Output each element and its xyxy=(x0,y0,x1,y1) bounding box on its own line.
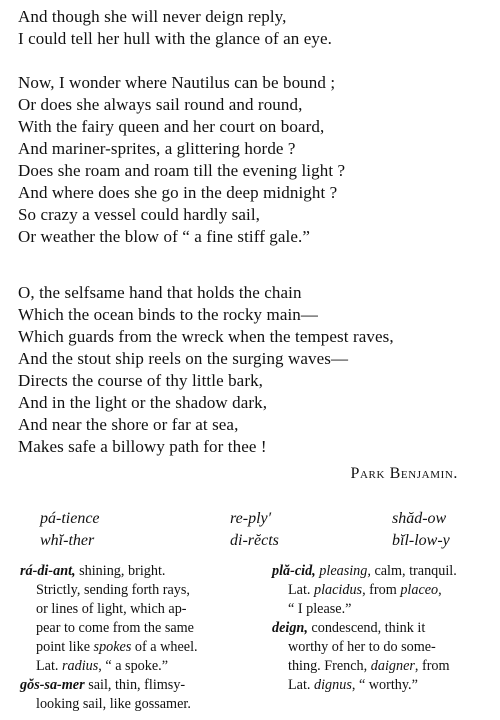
poem-line: O, the selfsame hand that holds the chain xyxy=(18,283,302,302)
glossary-text: , “ worthy.” xyxy=(351,677,418,693)
poem-line: And the stout ship reels on the surging waves— xyxy=(18,349,349,368)
pronunciation-word: re-ply′ xyxy=(230,510,272,527)
glossary-text: thing. French, xyxy=(288,658,371,674)
poem-stanza-1 xyxy=(18,6,488,50)
glossary-term: deign, xyxy=(272,620,308,636)
glossary-italic-word: dignus xyxy=(314,677,352,693)
poem-line: Or does she always sail round and round, xyxy=(18,95,303,114)
glossary-text: Lat. xyxy=(36,658,62,674)
poem-line: So crazy a vessel could hardly sail, xyxy=(18,205,260,224)
glossary-italic-word: daigner xyxy=(370,658,415,674)
poem-stanza-3 xyxy=(18,282,488,458)
glossary-text: point like xyxy=(36,639,94,655)
poem-line: Which guards from the wreck when the tempest raves, xyxy=(18,327,394,346)
poem-stanza-2 xyxy=(18,72,488,248)
glossary-term: plă-cid, xyxy=(272,563,316,579)
glossary-text: Lat. xyxy=(288,582,314,598)
glossary-entry-deign xyxy=(272,619,494,695)
glossary-text: , “ a spoke.” xyxy=(98,658,168,674)
pronunciation-word: bĭl-low-y xyxy=(392,532,450,549)
glossary-term: rá-di-ant, xyxy=(20,563,76,579)
glossary-term: gŏs-sa-mer xyxy=(20,677,85,693)
glossary-text: sail, thin, flimsy- xyxy=(84,677,186,693)
glossary-entry-radiant xyxy=(20,562,248,676)
glossary-column-left xyxy=(20,562,248,714)
glossary-text: Lat. xyxy=(288,677,314,693)
glossary-entry-gossamer xyxy=(20,676,248,714)
poem-line: Now, I wonder where Nautilus can be bound ; xyxy=(18,73,336,92)
glossary-text: of a wheel. xyxy=(131,639,198,655)
glossary-text: worthy of her to do some- xyxy=(288,639,436,655)
glossary-column-right xyxy=(272,562,494,695)
glossary-text: Strictly, sending forth rays, xyxy=(36,582,190,598)
glossary-text: , from xyxy=(414,658,450,674)
poem-author: Park Benjamin. xyxy=(350,465,458,482)
poem-line: Or weather the blow of “ a fine stiff gale.” xyxy=(18,227,311,246)
glossary-entry-placid xyxy=(272,562,494,619)
poem-line: I could tell her hull with the glance of an eye. xyxy=(18,29,332,48)
glossary-text: “ I please.” xyxy=(288,601,352,617)
pronunciation-word: shăd-ow xyxy=(392,510,447,527)
pronunciation-word: pá-tience xyxy=(40,510,100,527)
glossary-text: calm, tranquil. xyxy=(370,563,457,579)
poem-line: And where does she go in the deep midnight ? xyxy=(18,183,338,202)
glossary-text: , xyxy=(438,582,442,598)
poem-line: And though she will never deign reply, xyxy=(18,7,287,26)
glossary-italic-word: spokes xyxy=(93,639,132,655)
poem-line: Directs the course of thy little bark, xyxy=(18,371,264,390)
poem-line: And mariner-sprites, a glittering horde ? xyxy=(18,139,296,158)
glossary-text: condescend, think it xyxy=(307,620,426,636)
glossary-italic-word: radius xyxy=(62,658,99,674)
poem-line: And in the light or the shadow dark, xyxy=(18,393,268,412)
glossary-text: looking sail, like gossamer. xyxy=(36,696,191,712)
glossary-text: pear to come from the same xyxy=(36,620,194,636)
poem-line: Makes safe a billowy path for thee ! xyxy=(18,437,267,456)
glossary-text: or lines of light, which ap- xyxy=(36,601,187,617)
pronunciation-word: di-rĕcts xyxy=(230,532,279,549)
poem-line: Which the ocean binds to the rocky main— xyxy=(18,305,318,324)
glossary-italic-word: placidus xyxy=(314,582,363,598)
poem-line: And near the shore or far at sea, xyxy=(18,415,239,434)
glossary-text: , from xyxy=(362,582,401,598)
poem-line: With the fairy queen and her court on board, xyxy=(18,117,325,136)
glossary-text: shining, bright. xyxy=(75,563,166,579)
poem-line: Does she roam and roam till the evening light ? xyxy=(18,161,346,180)
glossary-italic-word: placeo xyxy=(400,582,439,598)
pronunciation-word: whĭ-ther xyxy=(40,532,95,549)
pronunciation-grid xyxy=(34,508,474,552)
glossary-italic-word: pleasing, xyxy=(315,563,371,579)
